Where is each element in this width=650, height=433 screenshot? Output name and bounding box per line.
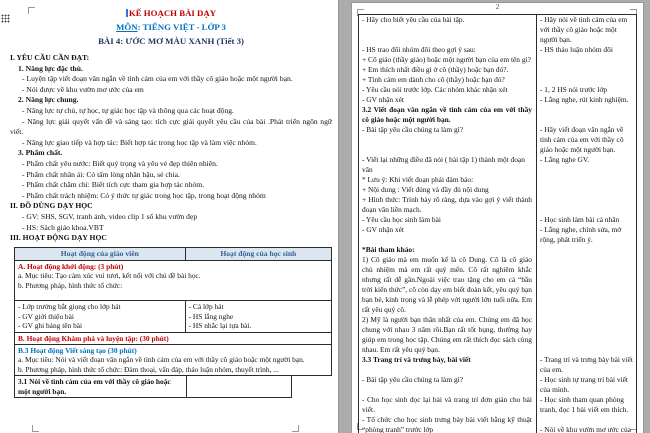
text-line: + Hình thức: Trình bày rõ ràng, dựa vào gợi ý viết thành đoạn văn liền mạch. xyxy=(362,195,532,214)
text-line: - Luyện tập viết đoạn văn ngắn về tình cảm của em với thầy cô giáo hoặc một người bạn. xyxy=(22,74,293,84)
table-header-cell: Hoạt động của học sinh xyxy=(220,248,297,258)
text-line: B.3 Hoạt động Viết sáng tạo (30 phút) xyxy=(18,345,137,355)
table-row xyxy=(15,345,331,375)
text-line: - GV nhận xét xyxy=(362,95,404,104)
drag-handle-icon[interactable] xyxy=(1,14,10,23)
text-line: 2) Mỹ là người bạn thân nhất của em. Chúng em đã học chung với nhau 3 năm rồi.Bạn rất tốt bụng, thường hay giúp em trong học tập. Chúng em rất thích đọc sách cùng nhau. Em rất yêu quý bạn. xyxy=(362,315,532,354)
teacher-activity-cell xyxy=(359,225,536,245)
teacher-activity-cell xyxy=(359,155,536,175)
lesson-plan-body xyxy=(10,53,332,244)
table-row xyxy=(359,125,636,155)
table-row xyxy=(359,215,636,225)
text-boundary-mark xyxy=(292,425,299,432)
text-line: KẾ HOẠCH BÀI DẠY xyxy=(10,6,332,20)
table-row xyxy=(15,333,331,345)
teacher-activity-cell xyxy=(359,175,536,215)
teacher-activity-cell xyxy=(359,395,536,415)
teacher-activity-cell xyxy=(359,315,536,355)
teacher-activity-cell xyxy=(359,95,536,105)
student-activity-cell xyxy=(536,395,636,415)
text-line: - Phẩm chất nhân ái: Có tấm lòng nhân hậu, sẻ chia. xyxy=(22,169,180,179)
text-line: - Hãy cho biết yêu cầu của bài tập. xyxy=(362,15,465,24)
teacher-activity-cell xyxy=(359,85,536,95)
text-line: 2. Năng lực chung. xyxy=(18,95,79,105)
text-line: - Phẩm chất trách nhiệm: Có ý thức tự giác trong học tập, trong hoạt động nhóm xyxy=(22,190,266,200)
text-line: - Cả lớp hát xyxy=(188,302,224,312)
document-title-block xyxy=(10,6,332,48)
teacher-activity-cell xyxy=(359,15,536,45)
text-line: + Cô giáo (thầy giáo) hoặc một người bạn của em tên gì? xyxy=(362,55,531,64)
text-line: - HS nhắc lại tựa bài. xyxy=(188,321,252,331)
teacher-activity-cell xyxy=(359,355,536,375)
text-line: - Viết lại những điều đã nói ( bài tập 1) thành một đoạn văn xyxy=(362,155,525,174)
text-boundary-mark xyxy=(32,425,39,432)
table-row xyxy=(15,261,331,302)
student-activity-cell xyxy=(536,45,636,85)
underlined-text: MÔN xyxy=(116,22,138,32)
text-line: 3.1 Nói về tình cảm của em với thầy cô giáo hoặc một người bạn. xyxy=(18,377,171,396)
text-line: - GV nhận xét xyxy=(362,225,404,234)
text-line: - Bài tập yêu cầu chúng ta làm gì? xyxy=(362,125,463,134)
teacher-activity-cell xyxy=(15,376,187,397)
table-row xyxy=(359,175,636,215)
text-line: - Phẩm chất yêu nước: Biết quý trọng và yêu vẻ đẹp thiên nhiên. xyxy=(22,158,218,168)
text-line: MÔN: TIẾNG VIỆT - LỚP 3 xyxy=(116,22,226,32)
text-line xyxy=(18,290,328,299)
text-line: b. Phương pháp, hình thức tổ chức: xyxy=(18,280,123,290)
text-line: - Năng lực giao tiếp và hợp tác: Biết hợp tác trong học tập và làm việc nhóm. xyxy=(22,137,257,147)
teacher-activity-cell xyxy=(15,301,186,331)
table-row xyxy=(359,105,636,125)
text-line: a. Mục tiêu: Nói và viết đoạn văn ngắn về tình cảm của em với thầy cô giáo hoặc một người bạn. xyxy=(18,355,305,365)
text-line: *Bài tham khảo: xyxy=(362,245,415,254)
table-row xyxy=(359,45,636,85)
page-number: 2 xyxy=(495,3,500,11)
table-row xyxy=(359,355,636,375)
table-row xyxy=(359,255,636,315)
table-row xyxy=(359,375,636,395)
student-activity-cell xyxy=(536,155,636,175)
text-line: - GV giới thiệu bài xyxy=(18,311,74,321)
text-line: - Bài tập yêu cầu chúng ta làm gì? xyxy=(362,375,463,384)
teacher-activity-cell xyxy=(359,105,536,125)
table-row xyxy=(359,95,636,105)
table-row xyxy=(359,245,636,255)
teacher-activity-cell xyxy=(359,45,536,85)
student-activity-cell xyxy=(536,355,636,375)
text-line: - Hãy viết đoạn văn ngắn về tình cảm của em với thầy cô giáo hoặc một người bạn. xyxy=(540,125,624,154)
text-line: B. Hoạt động Khám phá và luyện tập: (30 phút) xyxy=(18,333,169,343)
text-line: * Lưu ý: Khi viết đoạn phải đảm bảo: xyxy=(362,175,474,184)
teacher-activity-cell xyxy=(359,375,536,395)
student-activity-cell xyxy=(187,376,291,397)
text-line: 1. Năng lực đặc thù. xyxy=(18,63,83,73)
student-activity-cell xyxy=(536,85,636,95)
text-line: BÀI 4: ƯỚC MƠ MÀU XANH (Tiết 3) xyxy=(98,36,244,46)
activities-table-bottom-row xyxy=(14,375,292,398)
text-line: - Năng lực tự chủ, tự học, tự giác học tập và thông qua các hoạt động. xyxy=(22,105,234,115)
table-row xyxy=(15,301,331,332)
teacher-activity-cell xyxy=(359,215,536,225)
activities-table xyxy=(14,247,332,376)
text-line: 3. Phẩm chất. xyxy=(18,148,63,158)
text-line: - Phẩm chất chăm chỉ: Biết tích cực tham gia hợp tác nhóm. xyxy=(22,180,205,190)
text-line: 1) Cô giáo mà em muốn kể là cô Dung. Cô là cô giáo chủ nhiệm mà em rất quý mến. Cô rất nghiêm khắc nhưng rất dễ gần.Ngoài việc trao tặng cho em cả “bầu trời kiến thức”, cô còn dạy em biết đoàn kết, yêu quý bạn bạn bè, kính trọng và lễ phép với người lớn tuổi nữa. Em rất yêu quý cô. xyxy=(362,255,532,314)
student-activity-cell xyxy=(536,105,636,125)
table-header-cell: Hoạt động của giáo viên xyxy=(15,248,186,260)
teacher-activity-cell xyxy=(359,415,536,433)
table-header-row xyxy=(15,248,331,261)
text-line: 3.3 Trang trí và trưng bày, bài viết xyxy=(362,355,471,364)
table-row xyxy=(359,315,636,355)
text-line: - Học sinh tham quan phòng tranh, đọc 1 bài viết em thích. xyxy=(540,395,629,414)
student-activity-cell xyxy=(536,315,636,355)
text-line: - 1, 2 HS nói trước lớp xyxy=(540,85,608,94)
text-line: - Nói về khu vườn mơ ước của xyxy=(540,425,631,433)
table-row xyxy=(359,225,636,245)
text-line: - GV ghi bảng tên bài xyxy=(18,321,83,331)
teacher-activity-cell xyxy=(359,125,536,155)
text-line: III. HOẠT ĐỘNG DẠY HỌC xyxy=(10,233,107,243)
student-activity-cell xyxy=(536,95,636,105)
text-line: - HS trao đổi nhóm đôi theo gợi ý sau: xyxy=(362,45,476,54)
text-line: - Năng lực giải quyết vấn đề và sáng tạo: tích cực giải quyết yêu cầu của bài .Phát triển ngôn ngữ viết. xyxy=(10,116,332,137)
text-line: - Trang trí và trưng bày bài viết của em. xyxy=(540,355,633,374)
text-line: + Em thích nhất điều gì ở cô (thầy) hoặc bạn đó?. xyxy=(362,65,509,74)
text-line: 3.2 Viết đoạn văn ngắn về tình cảm của em với thầy cô giáo hoặc một người bạn. xyxy=(362,105,532,124)
text-line: II. ĐỒ DÙNG DẠY HỌC xyxy=(10,201,93,211)
student-activity-cell xyxy=(186,301,331,331)
text-line: I. YÊU CẦU CẦN ĐẠT: xyxy=(10,53,90,62)
text-line: - HS lắng nghe xyxy=(188,311,234,321)
student-activity-cell xyxy=(536,175,636,215)
text-line: - Yêu cầu nói trước lớp. Các nhóm khác nhận xét xyxy=(362,85,508,94)
student-activity-cell xyxy=(536,215,636,225)
table-row xyxy=(359,85,636,95)
text-line: - HS: Sách giáo khoa.VBT xyxy=(22,222,104,232)
text-line: b. Phương pháp, hình thức tổ chức: Đàm thoại, vấn đáp, thảo luận nhóm, thuyết trình, ... xyxy=(18,364,279,374)
student-activity-cell xyxy=(536,225,636,245)
page-2[interactable] xyxy=(352,3,643,433)
text-line: + Nội dung : Viết đúng và đầy đủ nội dung xyxy=(362,185,489,194)
text-line: - Cho học sinh đọc lại bài và trang trí đơn giản cho bài viết. xyxy=(362,395,532,414)
table-row xyxy=(359,155,636,175)
text-line: - Lắng nghe, rút kinh nghiệm. xyxy=(540,95,629,104)
student-activity-cell xyxy=(536,15,636,45)
text-line: A. Hoạt động khởi động: (3 phút) xyxy=(18,261,124,271)
student-activity-cell xyxy=(536,255,636,315)
text-line xyxy=(540,415,634,425)
student-activity-cell xyxy=(536,375,636,395)
text-line xyxy=(362,235,532,245)
text-line: - Lớp trưởng bắt giọng cho lớp hát xyxy=(18,302,121,312)
student-activity-cell xyxy=(536,125,636,155)
text-line: - Lắng nghe, chỉnh sửa, mở rộng, phát triển ý. xyxy=(540,225,622,244)
text-line: - Yêu cầu học sinh làm bài xyxy=(362,215,441,224)
student-activity-cell xyxy=(536,415,636,433)
text-line: - Hãy nói về tình cảm của em với thầy cô giáo hoặc một người bạn. xyxy=(540,15,628,44)
text-line: - HS thảo luận nhóm đôi xyxy=(540,45,613,54)
text-line: - GV: SHS, SGV, tranh ảnh, video clip 1 số khu vườn đẹp xyxy=(22,211,198,221)
text-line xyxy=(187,376,291,386)
text-boundary-mark xyxy=(28,7,35,14)
text-line: - Học sinh làm bài cá nhân xyxy=(540,215,620,224)
text-line: a. Mục tiêu: Tạo cảm xúc vui tươi, kết nối với chủ đề bài học. xyxy=(18,271,201,281)
activities-table-continued xyxy=(358,14,637,433)
student-activity-cell xyxy=(536,245,636,255)
text-line: + Tình cảm em dành cho cô (thầy) hoặc bạn đó? xyxy=(362,75,505,84)
table-row xyxy=(359,395,636,415)
text-line: - Nói được về khu vườn mơ ước của em xyxy=(22,84,144,94)
table-row xyxy=(359,15,636,45)
teacher-activity-cell xyxy=(359,245,536,255)
text-line: - Tổ chức cho học sinh trưng bày bài viết bằng kỹ thuật “phòng tranh” trước lớp xyxy=(362,415,532,433)
teacher-activity-cell xyxy=(359,255,536,315)
table-row xyxy=(359,415,636,433)
text-line: - Học sinh tự trang trí bài viết của mình. xyxy=(540,375,628,394)
text-line: - Lắng nghe GV. xyxy=(540,155,590,164)
text-line xyxy=(362,385,532,395)
